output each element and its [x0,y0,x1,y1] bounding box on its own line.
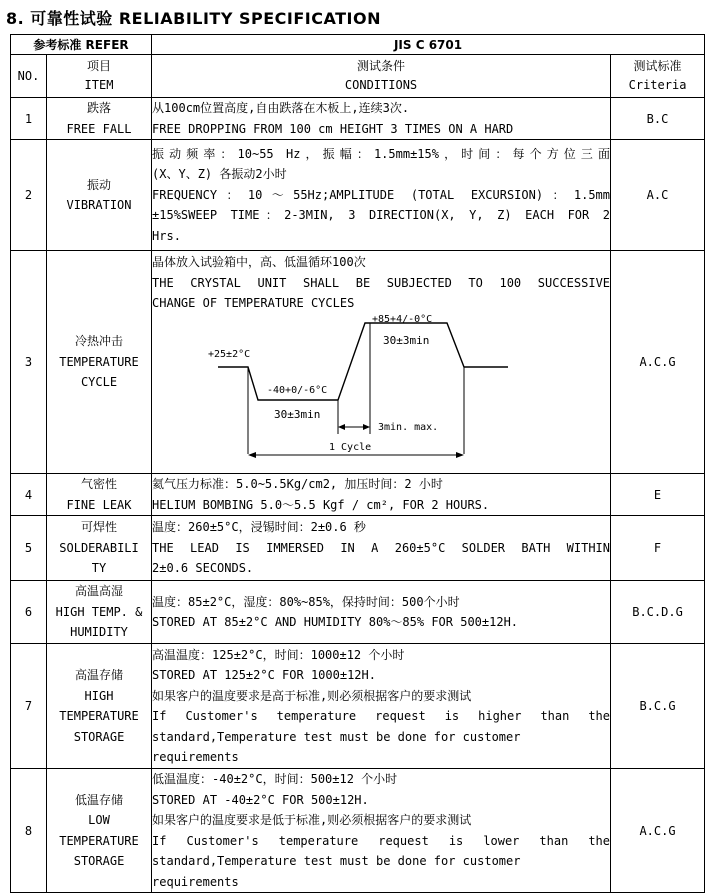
row-item [47,769,152,893]
header-no: NO. [11,55,47,98]
row-no: 3 [11,251,47,474]
header-row [11,55,705,98]
cond-line: THE CRYSTAL UNIT SHALL BE SUBJECTED TO 100 SUCCESSIVE [152,275,611,290]
row-item [47,251,152,474]
row-item [47,581,152,644]
item-line: TY [91,561,107,576]
row-item [47,140,152,251]
reliability-table [10,34,705,893]
cond-line: CHANGE OF TEMPERATURE CYCLES [152,296,355,310]
label-low-time: 30±3min [274,407,321,421]
refer-value: JIS C 6701 [152,35,705,55]
item-line: LOW [88,813,110,827]
row-conditions [152,516,611,581]
cond-line: 温度：85±2°C，湿度：80%~85%，保持时间：500个小时 [152,594,460,609]
header-item [47,55,152,98]
cond-line: 如果客户的温度要求是高于标准,则必须根据客户的要求测试 [152,688,472,703]
cond-line: 从100cm位置高度,自由跌落在木板上,连续3次. [152,101,410,115]
cond-line: requirements [152,750,239,764]
row-no: 2 [11,140,47,251]
item-line: VIBRATION [66,198,132,212]
row-no: 1 [11,98,47,140]
table-row [11,98,705,140]
label-room-temp: +25±2°C [208,348,251,360]
row-conditions [152,474,611,516]
row-no: 7 [11,644,47,769]
cond-line: standard,Temperature test must be done for customer [152,729,521,744]
cond-line: If Customer's temperature request is higher than the [152,709,611,723]
cond-line: Hrs. [152,228,181,243]
item-line: HIGH [84,688,114,703]
header-item-en: ITEM [84,78,114,92]
row-criteria: A.C.G [611,769,705,893]
table-row [11,581,705,644]
table-row [11,769,705,893]
row-item [47,644,152,769]
item-line: CYCLE [80,375,118,390]
section-title: 8. 可靠性试验 RELIABILITY SPECIFICATION [6,9,382,28]
item-line: TEMPERATURE [59,354,139,369]
cond-line: 如果客户的温度要求是低于标准,则必须根据客户的要求测试 [152,813,472,827]
row-criteria: B.C [611,98,705,140]
item-line: 高温高湿 [75,584,124,599]
refer-row [11,35,705,55]
table-row [11,140,705,251]
row-conditions [152,98,611,140]
arrow-head [363,424,370,430]
item-line: 跌落 [87,101,112,115]
temperature-cycle-diagram [152,314,592,470]
cond-line: ±15%SWEEP TIME：2-3MIN, 3 DIRECTION(X, Y, Z) EACH FOR 2 [152,208,611,223]
item-line: 振动 [87,177,112,192]
label-cycle: 1 Cycle [329,441,372,453]
item-line: 高温存储 [75,668,124,682]
label-low-temp: -40+0/-6°C [267,384,328,396]
label-high-temp: +85+4/-0°C [372,313,433,325]
header-conditions [152,55,611,98]
row-no: 4 [11,474,47,516]
cond-line: HELIUM BOMBING 5.0～5.5 Kgf / cm², FOR 2 HOURS. [152,497,490,512]
item-line: HIGH TEMP. & [55,604,143,619]
table-row [11,251,705,474]
item-line: FINE LEAK [66,497,132,512]
item-line: SOLDERABILI [59,540,139,555]
row-criteria: A.C [611,140,705,251]
cond-line: 氦气压力标准：5.0~5.5Kg/cm2, 加压时间：2 小时 [152,477,443,491]
row-conditions [152,140,611,251]
row-conditions [152,251,611,474]
item-line: TEMPERATURE [59,709,139,723]
row-criteria: B.C.G [611,644,705,769]
item-line: 冷热冲击 [75,334,124,349]
cond-line: 晶体放入试验箱中，高、低温循环100次 [152,255,366,269]
cond-line: STORED AT -40±2°C FOR 500±12H. [152,792,369,807]
item-line: TEMPERATURE [59,833,139,848]
item-line: STORAGE [73,729,125,744]
label-transfer-time: 3min. max. [378,421,439,433]
row-item [47,516,152,581]
item-line: HUMIDITY [70,625,128,640]
table-row [11,474,705,516]
row-no: 5 [11,516,47,581]
row-criteria: A.C.G [611,251,705,474]
row-item [47,98,152,140]
cond-line: 2±0.6 SECONDS. [152,561,254,576]
row-conditions [152,581,611,644]
table-row [11,644,705,769]
row-item [47,474,152,516]
cond-line: If Customer's temperature request is lower than the [152,833,611,848]
cond-line: 振动频率：10~55 Hz，振幅：1.5mm±15%，时间：每个方位三面 [152,146,611,161]
header-criteria [611,55,705,98]
cond-line: 高温温度：125±2°C，时间：1000±12 个小时 [152,647,405,662]
cond-line: (X、Y、Z) 各振动2小时 [152,167,287,182]
item-line: FREE FALL [66,121,132,136]
cond-line: FREE DROPPING FROM 100 cm HEIGHT 3 TIMES ON A HARD [152,121,514,136]
arrow-head [338,424,345,430]
item-line: 气密性 [81,477,118,491]
refer-label: 参考标准 REFER [11,35,152,55]
row-no: 6 [11,581,47,644]
cond-line: THE LEAD IS IMMERSED IN A 260±5°C SOLDER BATH WITHIN [152,540,611,555]
row-no: 8 [11,769,47,893]
label-high-time: 30±3min [383,333,430,347]
arrow-head [456,452,464,458]
cond-line: 低温温度：-40±2°C，时间：500±12 个小时 [152,772,398,786]
row-criteria: B.C.D.G [611,581,705,644]
cond-line: STORED AT 85±2°C AND HUMIDITY 80%～85% FOR 500±12H. [152,615,519,629]
arrow-head [248,452,256,458]
row-conditions [152,769,611,893]
header-cond-en: CONDITIONS [344,78,418,92]
row-conditions [152,644,611,769]
header-item-cn: 项目 [87,59,112,73]
cond-line: requirements [152,874,239,889]
header-crit-cn: 测试标准 [633,59,682,73]
cond-line: standard,Temperature test must be done for customer [152,854,521,868]
header-cond-cn: 测试条件 [357,59,406,73]
item-line: 低温存储 [75,792,124,807]
header-crit-en: Criteria [628,78,687,92]
item-line: STORAGE [73,854,125,868]
item-line: 可焊性 [81,520,118,535]
row-criteria: E [611,474,705,516]
cond-line: FREQUENCY：10〜55Hz;AMPLITUDE (TOTAL EXCURSION)：1.5mm [152,187,611,202]
cond-line: STORED AT 125±2°C FOR 1000±12H. [152,668,376,682]
row-criteria: F [611,516,705,581]
cond-line: 温度：260±5°C，浸锡时间：2±0.6 秒 [152,520,366,535]
table-row [11,516,705,581]
